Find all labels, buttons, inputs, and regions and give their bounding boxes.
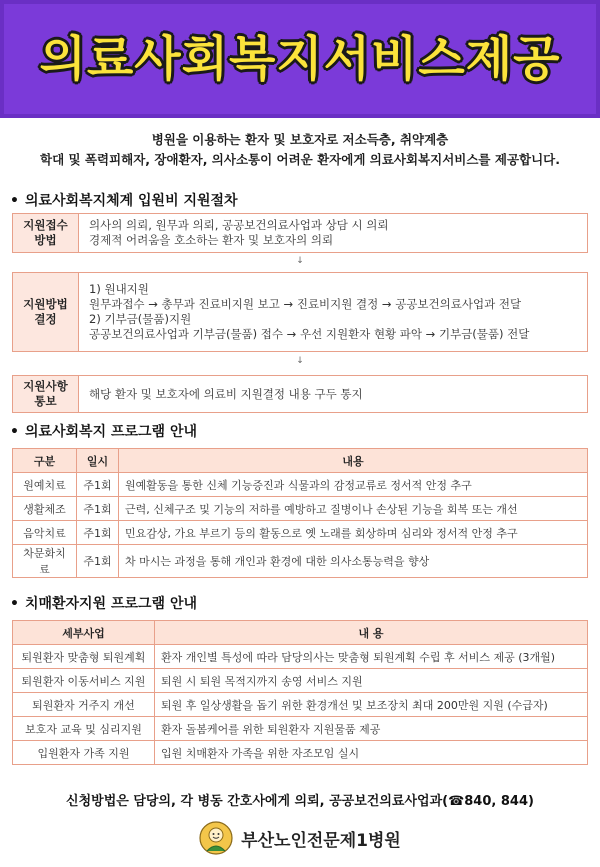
procedure-body: 1) 원내지원 원무과접수 → 총무과 진료비지원 보고 → 진료비지원 결정 → 공공보건의료사업과 전달 2) 기부금(물품)지원 공공보건의료사업과 기부금(물품) 접수 → 우선 지원환자 현황 파악 → 기부금(물품) 전달 [78,272,588,352]
intro-text [0,130,600,170]
down-arrow-icon: ↓ [296,356,304,366]
column-header: 구분 [13,449,77,473]
welfare-program-table [12,448,588,578]
bullet-icon: • [10,424,19,440]
table-row: 생활체조 주1회 근력, 신체구조 및 기능의 저하를 예방하고 질병이나 손상된 기능을 회복 또는 개선 [13,497,588,521]
table-header-row [13,621,588,645]
section-title: 의료사회복지 프로그램 안내 [24,424,197,440]
procedure-row-intake [12,213,588,253]
column-header: 내 용 [155,621,588,645]
column-header: 세부사업 [13,621,155,645]
section-title: 의료사회복지체계 입원비 지원절차 [24,193,238,209]
table-row: 차문화치료 주1회 차 마시는 과정을 통해 개인과 환경에 대한 의사소통능력을 향상 [13,545,588,578]
table-row: 보호자 교육 및 심리지원 환자 돌봄케어를 위한 퇴원환자 지원물품 제공 [13,717,588,741]
footer [0,818,600,858]
table-header-row [13,449,588,473]
table-row: 원예치료 주1회 원예활동을 통한 신체 기능증진과 식물과의 감정교류로 정서적 안정 추구 [13,473,588,497]
dementia-program-table [12,620,588,765]
procedure-row-notice [12,375,588,413]
intro-line-1: 병원을 이용하는 환자 및 보호자로 저소득층, 취약계층 [151,132,449,147]
down-arrow-icon: ↓ [296,256,304,266]
table-row: 퇴원환자 맞춤형 퇴원계획 환자 개인별 특성에 따라 담당의사는 맞춤형 퇴원계획 수립 후 서비스 제공 (3개월) [13,645,588,669]
procedure-label: 지원접수 방법 [12,213,78,253]
table-row: 음악치료 주1회 민요감상, 가요 부르기 등의 활동으로 옛 노래를 회상하며 심리와 정서적 안정 추구 [13,521,588,545]
procedure-body: 해당 환자 및 보호자에 의료비 지원결정 내용 구두 통지 [78,375,588,413]
column-header: 일시 [77,449,119,473]
section-dementia-program-heading [10,593,197,613]
table-row: 퇴원환자 거주지 개선 퇴원 후 일상생활을 돕기 위한 환경개선 및 보조장치 최대 200만원 지원 (수급자) [13,693,588,717]
bullet-icon: • [10,596,19,612]
procedure-body: 의사의 의뢰, 원무과 의뢰, 공공보건의료사업과 상담 시 의뢰 경제적 어려움을 호소하는 환자 및 보호자의 의뢰 [78,213,588,253]
table-row: 퇴원환자 이동서비스 지원 퇴원 시 퇴원 목적지까지 송영 서비스 지원 [13,669,588,693]
procedure-label: 지원방법 결정 [12,272,78,352]
application-method-text: 신청방법은 담당의, 각 병동 간호사에게 의뢰, 공공보건의료사업과(☎840, 844) [66,794,534,809]
procedure-row-decision [12,272,588,352]
title-banner [0,0,600,118]
bullet-icon: • [10,193,19,209]
hospital-name: 부산노인전문제1병원 [241,830,401,851]
procedure-label: 지원사항 통보 [12,375,78,413]
hospital-mascot-logo-icon [199,821,233,855]
section-welfare-program-heading [10,421,197,441]
table-row: 입원환자 가족 지원 입원 치매환자 가족을 위한 자조모임 실시 [13,741,588,765]
column-header: 내용 [119,449,588,473]
section-title: 치매환자지원 프로그램 안내 [24,596,197,612]
intro-line-2: 학대 및 폭력피해자, 장애환자, 의사소통이 어려운 환자에게 의료사회복지서비스를 제공합니다. [40,152,560,167]
page-title: 의료사회복지서비스제공 [39,31,561,87]
section-support-procedure-heading [10,190,238,210]
